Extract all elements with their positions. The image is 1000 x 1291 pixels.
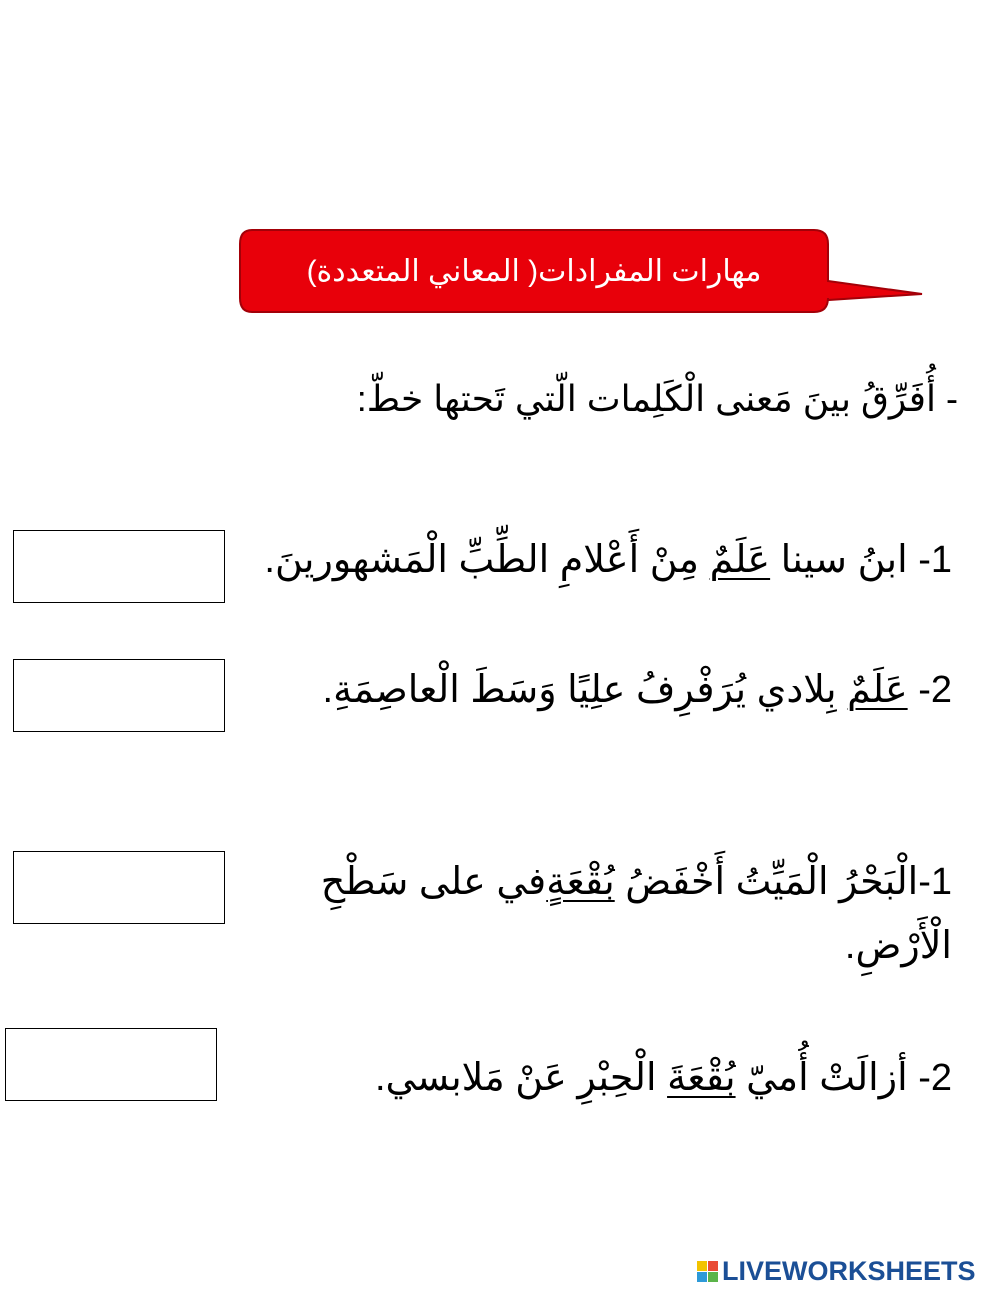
sentence-text: 1- ابنُ سينا xyxy=(770,539,952,581)
sentence-2-1 xyxy=(292,850,952,978)
sentence-1-2 xyxy=(252,658,952,722)
sentence-text: مِنْ أَعْلامِ الطِّبِّ الْمَشهورينَ. xyxy=(264,539,710,581)
instruction-text: - أُفَرِّقُ بينَ مَعنى الْكَلِمات الّتي تَحتها خطّ: xyxy=(356,378,958,419)
logo-block-green xyxy=(708,1272,718,1282)
sentence-text: 1-الْبَحْرُ الْمَيِّتُ أَخْفَضُ xyxy=(614,861,952,903)
logo-block-red xyxy=(708,1261,718,1271)
underlined-word: بُقْعَةٍ xyxy=(546,861,615,903)
answer-input-1-2[interactable] xyxy=(13,659,225,732)
underlined-word: عَلَمٌ xyxy=(847,669,908,711)
page-title: مهارات المفرادات( المعاني المتعددة) xyxy=(306,254,762,288)
logo-blocks-icon xyxy=(697,1261,718,1282)
logo-text: LIVEWORKSHEETS xyxy=(722,1255,976,1286)
sentence-text: في على سَطْحِ الْأَرْضِ. xyxy=(320,861,952,967)
sentence-text: الْحِبْرِ عَنْ مَلابسي. xyxy=(374,1057,668,1099)
sentence-text: 2- أزالَتْ أُميّ xyxy=(735,1057,952,1099)
sentence-2-2 xyxy=(252,1046,952,1110)
liveworksheets-logo[interactable] xyxy=(697,1256,976,1286)
logo-block-blue xyxy=(697,1272,707,1282)
sentence-text: 2- xyxy=(907,669,952,711)
underlined-word: بُقْعَةَ xyxy=(667,1057,736,1099)
logo-block-yellow xyxy=(697,1261,707,1271)
sentence-text: بِلادي يُرَفْرِفُ علِيًا وَسَطَ الْعاصِمَةِ. xyxy=(322,669,848,711)
sentence-1-1 xyxy=(252,528,952,592)
answer-input-1-1[interactable] xyxy=(13,530,225,603)
answer-input-2-1[interactable] xyxy=(13,851,225,924)
underlined-word: عَلَمٌ xyxy=(709,539,771,581)
answer-input-2-2[interactable] xyxy=(5,1028,217,1101)
